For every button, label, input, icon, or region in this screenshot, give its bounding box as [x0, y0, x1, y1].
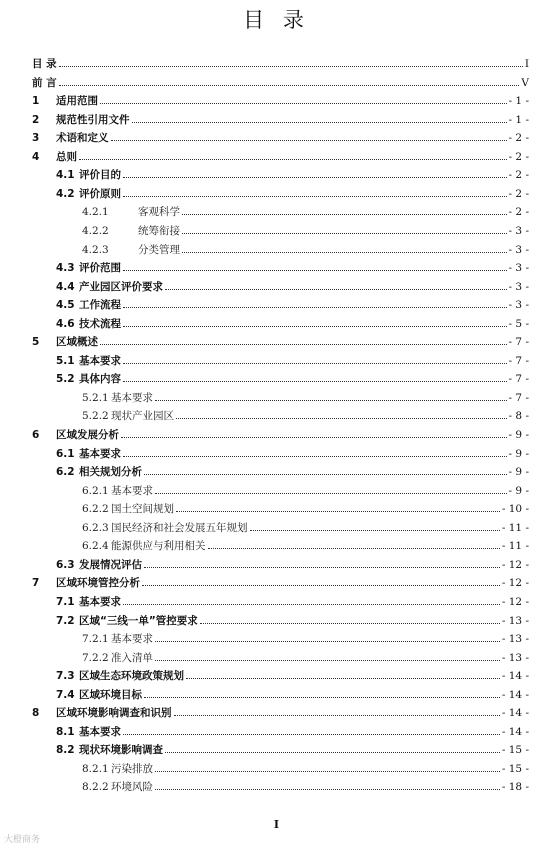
toc-entry[interactable] — [0, 631, 553, 647]
toc-leader-dots — [123, 270, 507, 271]
toc-entry-label: 分类管理 — [138, 243, 180, 256]
toc-leader-dots — [100, 344, 507, 345]
toc-leader-dots — [144, 474, 507, 475]
toc-entry[interactable] — [0, 130, 553, 146]
toc-entry-page: - 11 - — [501, 521, 529, 534]
toc-entry-page: - 9 - — [508, 484, 529, 497]
toc-entry-label: 统筹衔接 — [138, 224, 180, 237]
toc-entry-number: 7.1 — [56, 595, 75, 608]
toc-leader-dots — [123, 734, 500, 735]
toc-leader-dots — [123, 381, 507, 382]
toc-entry-page: - 14 - — [501, 670, 529, 683]
toc-leader-dots — [165, 289, 507, 290]
toc-entry-label: 具体内容 — [79, 373, 121, 386]
toc-entry-label: 基本要求 — [111, 633, 153, 646]
toc-leader-dots — [142, 585, 500, 586]
toc-entry[interactable] — [0, 204, 553, 220]
toc-entry[interactable] — [0, 650, 553, 666]
toc-entry[interactable] — [0, 223, 553, 239]
toc-entry-number: 2 — [32, 113, 40, 126]
toc-entry-label: 基本要求 — [79, 354, 121, 367]
toc-entry-page: - 9 - — [508, 447, 529, 460]
toc-entry-number: 8.2.2 — [82, 781, 109, 794]
toc-entry-page: V — [521, 76, 529, 89]
toc-entry-page: - 9 - — [508, 466, 529, 479]
toc-leader-dots — [208, 548, 500, 549]
toc-entry-page: - 15 - — [501, 762, 529, 775]
toc-entry-page: - 13 - — [501, 651, 529, 664]
toc-entry-number: 7.3 — [56, 670, 75, 683]
toc-entry[interactable] — [0, 687, 553, 703]
toc-entry-page: - 1 - — [508, 95, 529, 108]
toc-entry-label: 技术流程 — [79, 317, 121, 330]
toc-entry-label: 工作流程 — [79, 299, 121, 312]
toc-entry-number: 8.2.1 — [82, 762, 109, 775]
toc-leader-dots — [174, 715, 500, 716]
toc-leader-dots — [182, 214, 507, 215]
toc-entry[interactable] — [0, 149, 553, 165]
toc-entry-page: - 15 - — [501, 744, 529, 757]
toc-entry-number: 7.4 — [56, 688, 75, 701]
toc-entry[interactable] — [0, 427, 553, 443]
toc-entry-number: 8.1 — [56, 725, 75, 738]
toc-entry-page: I — [524, 58, 529, 70]
toc-entry[interactable] — [0, 279, 553, 295]
toc-entry-number: 8.2 — [56, 744, 75, 757]
toc-entry[interactable] — [0, 408, 553, 424]
toc-leader-dots — [155, 660, 500, 661]
toc-entry[interactable] — [0, 390, 553, 406]
toc-title: 目 录 — [243, 8, 310, 32]
toc-leader-dots — [123, 177, 507, 178]
toc-leader-dots — [123, 604, 500, 605]
toc-entry-number: 1 — [32, 95, 40, 108]
toc-entry[interactable] — [0, 761, 553, 777]
toc-entry[interactable] — [0, 779, 553, 795]
toc-leader-dots — [155, 789, 500, 790]
toc-entry[interactable] — [0, 93, 553, 109]
toc-entry-number: 6 — [32, 429, 40, 441]
toc-entry[interactable] — [0, 260, 553, 276]
toc-entry-page: - 12 - — [501, 577, 529, 590]
toc-entry[interactable] — [0, 613, 553, 629]
toc-entry-label: 基本要求 — [111, 484, 153, 497]
toc-leader-dots — [144, 567, 500, 568]
toc-entry-number: 8 — [32, 707, 40, 720]
toc-entry-label: 能源供应与利用相关 — [111, 540, 206, 553]
toc-entry-page: - 13 - — [501, 633, 529, 646]
toc-leader-dots — [176, 418, 507, 419]
toc-leader-dots — [123, 307, 507, 308]
toc-entry-page: - 11 - — [501, 540, 529, 553]
toc-leader-dots — [100, 103, 507, 104]
toc-entry[interactable] — [0, 501, 553, 517]
toc-entry-page: - 3 - — [508, 280, 529, 293]
toc-entry[interactable] — [0, 557, 553, 573]
toc-entry-label: 规范性引用文件 — [56, 113, 130, 126]
toc-entry-label: 适用范围 — [56, 95, 98, 108]
toc-entry-number: 7 — [32, 577, 40, 590]
toc-entry-page: - 2 - — [508, 187, 529, 200]
toc-entry-label: 区域环境影响调查和识别 — [56, 707, 172, 720]
toc-entry-number: 7.2.2 — [82, 651, 109, 664]
toc-entry-page: - 2 - — [508, 206, 529, 219]
toc-entry-page: - 2 - — [508, 132, 529, 145]
page-number: I — [273, 818, 280, 831]
toc-entry[interactable] — [0, 371, 553, 387]
toc-entry[interactable] — [0, 594, 553, 610]
toc-entry-number: 4.2.3 — [82, 243, 109, 256]
toc-entry-label: 区域环境管控分析 — [56, 577, 140, 590]
toc-entry[interactable] — [0, 186, 553, 202]
toc-leader-dots — [111, 140, 507, 141]
toc-entry[interactable] — [0, 167, 553, 183]
toc-entry-label: 基本要求 — [111, 391, 153, 404]
toc-leader-dots — [144, 697, 500, 698]
toc-entry-page: - 14 - — [501, 688, 529, 701]
toc-entry-label: 现状产业园区 — [111, 410, 174, 423]
toc-entry-page: - 2 - — [508, 150, 529, 163]
toc-entry-number: 6.1 — [56, 447, 75, 460]
toc-entry-number: 5.1 — [56, 354, 75, 367]
toc-entry-number: 前 言 — [32, 76, 57, 89]
toc-leader-dots — [186, 678, 500, 679]
toc-entry-label: 区域概述 — [56, 336, 98, 349]
toc-entry-label: 区域环境目标 — [79, 688, 142, 701]
toc-entry-number: 4.2.2 — [82, 224, 109, 237]
toc-entry-label: 区域生态环境政策规划 — [79, 670, 184, 683]
toc-leader-dots — [123, 456, 507, 457]
toc-entry-page: - 10 - — [501, 503, 529, 516]
toc-entry-page: - 1 - — [508, 113, 529, 126]
toc-entry-label: 国土空间规划 — [111, 503, 174, 516]
toc-entry-page: - 18 - — [501, 781, 529, 794]
toc-leader-dots — [155, 771, 500, 772]
toc-entry-label: 客观科学 — [138, 206, 180, 219]
toc-entry-number: 7.2 — [56, 614, 75, 627]
toc-entry-page: - 7 - — [508, 391, 529, 404]
toc-entry-label: 基本要求 — [79, 447, 121, 460]
toc-entry-number: 6.2.2 — [82, 503, 109, 516]
toc-entry-label: 污染排放 — [111, 762, 153, 775]
toc-entry-label: 现状环境影响调查 — [79, 744, 163, 757]
toc-leader-dots — [155, 400, 507, 401]
toc-leader-dots — [59, 85, 520, 86]
toc-entry-label: 相关规划分析 — [79, 466, 142, 479]
watermark: 大橙商务 — [4, 835, 41, 845]
toc-entry-page: - 3 - — [508, 224, 529, 237]
toc-entry-number: 6.2 — [56, 466, 75, 479]
toc-entry[interactable] — [0, 538, 553, 554]
toc-leader-dots — [155, 493, 507, 494]
toc-entry-label: 区域发展分析 — [56, 429, 119, 441]
toc-entry[interactable] — [0, 705, 553, 721]
toc-entry[interactable] — [0, 575, 553, 591]
toc-entry-label: 基本要求 — [79, 725, 121, 738]
toc-entry-page: - 12 - — [501, 595, 529, 608]
toc-leader-dots — [165, 752, 500, 753]
toc-leader-dots — [182, 252, 507, 253]
toc-entry-number: 4.2 — [56, 187, 75, 200]
toc-entry[interactable] — [0, 742, 553, 758]
toc-entry-label: 国民经济和社会发展五年规划 — [111, 521, 248, 534]
toc-entry-number: 5.2.1 — [82, 391, 109, 404]
toc-leader-dots — [123, 196, 507, 197]
toc-entry[interactable] — [0, 520, 553, 536]
toc-entry-page: - 9 - — [508, 429, 529, 441]
toc-leader-dots — [123, 363, 507, 364]
toc-entry-label: 发展情况评估 — [79, 558, 142, 571]
toc-entry-number: 4.2.1 — [82, 206, 109, 219]
toc-entry[interactable] — [0, 56, 553, 72]
toc-entry[interactable] — [0, 446, 553, 462]
toc-entry-label: 产业园区评价要求 — [79, 280, 163, 293]
toc-leader-dots — [155, 641, 500, 642]
toc-leader-dots — [59, 66, 523, 67]
toc-entry-number: 4.3 — [56, 262, 75, 275]
toc-entry-number: 7.2.1 — [82, 633, 109, 646]
toc-entry-page: - 3 - — [508, 299, 529, 312]
toc-entry[interactable] — [0, 75, 553, 91]
toc-entry-page: - 14 - — [501, 707, 529, 720]
toc-entry-label: 总则 — [56, 150, 77, 163]
toc-leader-dots — [250, 530, 500, 531]
toc-entry-page: - 13 - — [501, 614, 529, 627]
toc-entry-label: 环境风险 — [111, 781, 153, 794]
toc-entry-label: 区域“三线一单”管控要求 — [79, 614, 198, 627]
toc-entry-page: - 3 - — [508, 262, 529, 275]
toc-entry-page: - 7 - — [508, 336, 529, 349]
toc-leader-dots — [200, 623, 500, 624]
toc-entry-number: 3 — [32, 132, 40, 145]
toc-entry-number: 4.6 — [56, 317, 75, 330]
toc-leader-dots — [182, 233, 507, 234]
toc-entry[interactable] — [0, 334, 553, 350]
toc-entry-page: - 3 - — [508, 243, 529, 256]
toc-entry-page: - 7 - — [508, 373, 529, 386]
toc-entry-number: 4.5 — [56, 299, 75, 312]
toc-entry-number: 5 — [32, 336, 40, 349]
toc-entry-number: 目 录 — [32, 58, 57, 70]
toc-entry-number: 6.2.4 — [82, 540, 109, 553]
toc-entry[interactable] — [0, 724, 553, 740]
toc-entry-page: - 5 - — [508, 317, 529, 330]
toc-entry-page: - 2 - — [508, 169, 529, 182]
toc-entry-label: 准入清单 — [111, 651, 153, 664]
toc-entry-number: 5.2 — [56, 373, 75, 386]
toc-entry[interactable] — [0, 316, 553, 332]
toc-entry-page: - 8 - — [508, 410, 529, 423]
toc-entry-label: 评价目的 — [79, 169, 121, 182]
toc-entry-number: 4.4 — [56, 280, 75, 293]
toc-entry-page: - 7 - — [508, 354, 529, 367]
toc-entry[interactable] — [0, 297, 553, 313]
toc-entry[interactable] — [0, 112, 553, 128]
toc-entry[interactable] — [0, 668, 553, 684]
toc-entry-number: 6.2.1 — [82, 484, 109, 497]
toc-entry[interactable] — [0, 353, 553, 369]
toc-entry-label: 评价原则 — [79, 187, 121, 200]
toc-entry-number: 5.2.2 — [82, 410, 109, 423]
toc-entry-number: 4.1 — [56, 169, 75, 182]
toc-leader-dots — [123, 326, 507, 327]
toc-entry-number: 6.2.3 — [82, 521, 109, 534]
toc-entry-page: - 12 - — [501, 558, 529, 571]
toc-entry[interactable] — [0, 464, 553, 480]
toc-leader-dots — [132, 122, 507, 123]
toc-entry-number: 4 — [32, 150, 40, 163]
toc-entry[interactable] — [0, 483, 553, 499]
toc-entry-label: 评价范围 — [79, 262, 121, 275]
toc-leader-dots — [121, 437, 507, 438]
toc-leader-dots — [176, 511, 500, 512]
toc-entry[interactable] — [0, 242, 553, 258]
toc-entry-page: - 14 - — [501, 725, 529, 738]
toc-entry-number: 6.3 — [56, 558, 75, 571]
toc-entry-label: 基本要求 — [79, 595, 121, 608]
toc-entry-label: 术语和定义 — [56, 132, 109, 145]
toc-leader-dots — [79, 159, 507, 160]
